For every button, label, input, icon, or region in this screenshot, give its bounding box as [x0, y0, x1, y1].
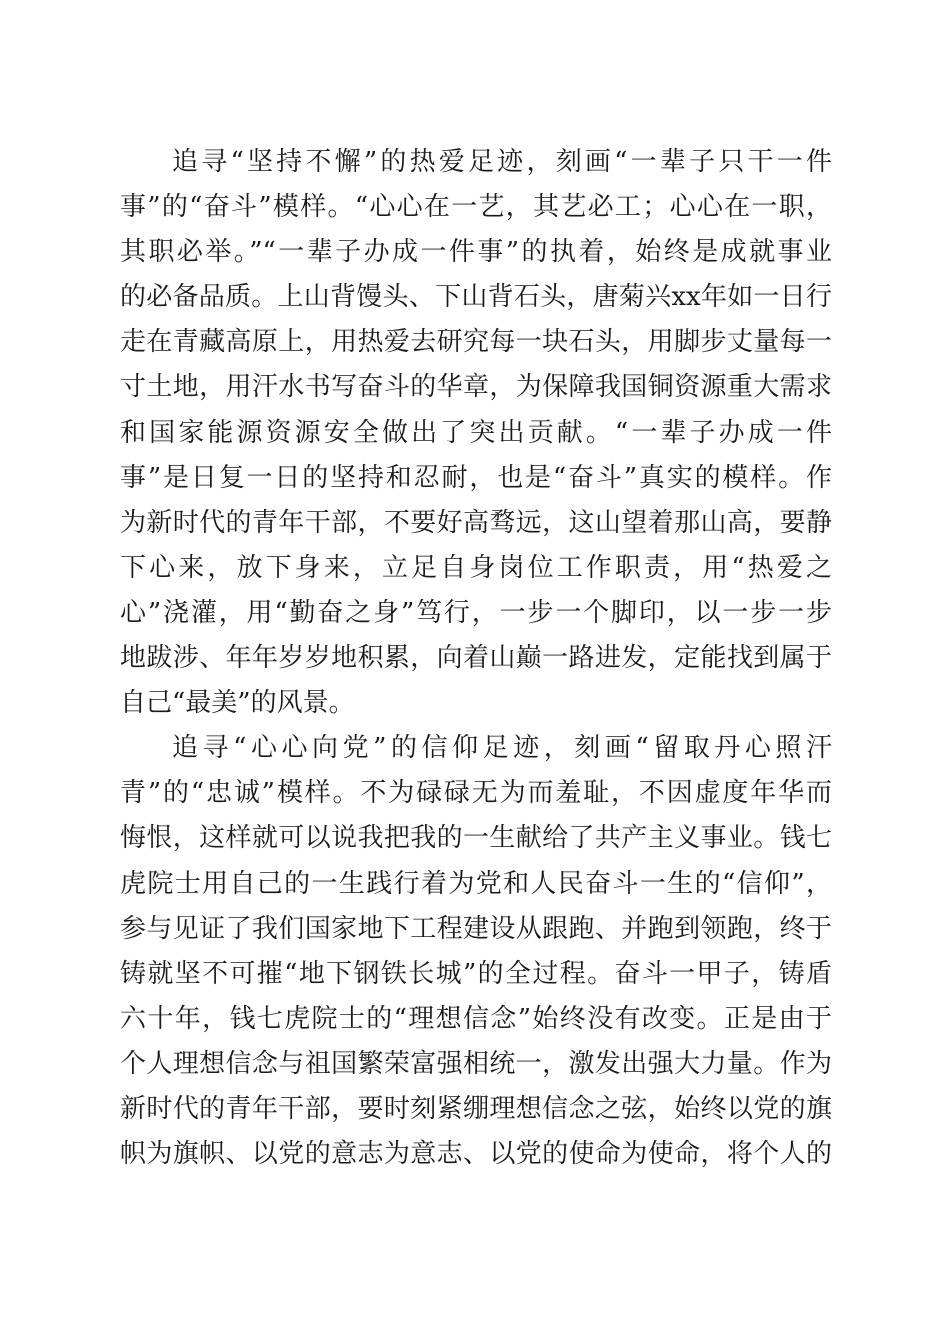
paragraph-line: 参与见证了我们国家地下工程建设从跟跑、并跑到领跑，终于: [120, 913, 832, 944]
body-text: [120, 140, 832, 1177]
paragraph-line: 个人理想信念与祖国繁荣富强相统一，激发出强大力量。作为: [120, 1048, 832, 1079]
paragraph-line: 心”浇灌，用“勤奋之身”笃行，一步一个脚印，以一步一步: [120, 597, 832, 628]
paragraph-line: 地跋涉、年年岁岁地积累，向着山巅一路进发，定能找到属于: [120, 643, 832, 674]
paragraph-line: 其职必举。”“一辈子办成一件事”的执着，始终是成就事业: [120, 237, 832, 268]
paragraph-line: 悔恨，这样就可以说我把我的一生献给了共产主义事业。钱七: [120, 823, 832, 854]
paragraph-line: 为新时代的青年干部，不要好高骛远，这山望着那山高，要静: [120, 507, 832, 538]
paragraph-line: 事”是日复一日的坚持和忍耐，也是“奋斗”真实的模样。作: [120, 462, 832, 493]
paragraph-line: 追寻“心心向党”的信仰足迹，刻画“留取丹心照汗: [172, 733, 832, 764]
paragraph-line: 自己“最美”的风景。: [120, 688, 355, 719]
paragraph-line: 铸就坚不可摧“地下钢铁长城”的全过程。奋斗一甲子，铸盾: [120, 958, 832, 989]
paragraph-line: 的必备品质。上山背馒头、下山背石头，唐菊兴xx年如一日行: [120, 282, 832, 313]
paragraph-line: 走在青藏高原上，用热爱去研究每一块石头，用脚步丈量每一: [120, 327, 832, 358]
paragraph-line: 寸土地，用汗水书写奋斗的华章，为保障我国铜资源重大需求: [120, 372, 832, 403]
paragraph-line: 六十年，钱七虎院士的“理想信念”始终没有改变。正是由于: [120, 1003, 832, 1034]
paragraph-line: 帜为旗帜、以党的意志为意志、以党的使命为使命，将个人的: [120, 1139, 832, 1170]
paragraph-line: 青”的“忠诚”模样。不为碌碌无为而羞耻，不因虚度年华而: [120, 778, 832, 809]
paragraph-1: [120, 140, 832, 726]
paragraph-line: 虎院士用自己的一生践行着为党和人民奋斗一生的“信仰”，: [120, 868, 832, 899]
paragraph-line: 追寻“坚持不懈”的热爱足迹，刻画“一辈子只干一件: [172, 147, 832, 177]
paragraph-line: 新时代的青年干部，要时刻紧绷理想信念之弦，始终以党的旗: [120, 1093, 832, 1124]
paragraph-2: [120, 726, 832, 1177]
paragraph-line: 下心来，放下身来，立足自身岗位工作职责，用“热爱之: [120, 552, 832, 583]
paragraph-line: 事”的“奋斗”模样。“心心在一艺，其艺必工；心心在一职，: [120, 192, 832, 223]
paragraph-line: 和国家能源资源安全做出了突出贡献。“一辈子办成一件: [120, 417, 832, 448]
